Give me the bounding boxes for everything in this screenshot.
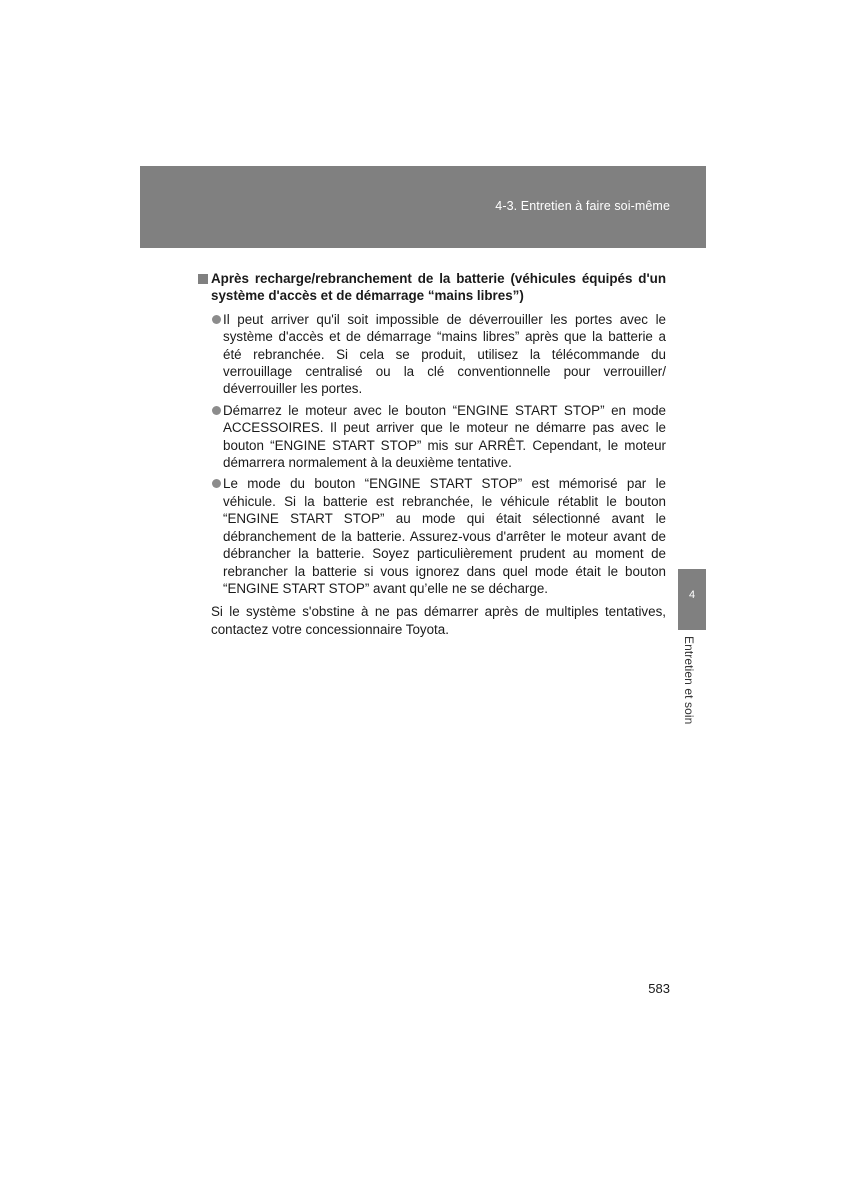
list-item bbox=[197, 475, 666, 597]
list-item-text: Le mode du bouton “ENGINE START STOP” est mémorisé par le véhicule. Si la batterie est rebranchée, le véhicule rétablit le bouton “ENGINE START STOP” au mode qui était sélectionné avant le débranchement de la batterie. Assurez-vous d'arrêter le moteur avant de débrancher la batterie. Soyez particulièrement prudent au moment de rebrancher la batterie si vous ignorez dans quel mode était le bouton “ENGINE START STOP” avant qu’elle ne se décharge. bbox=[223, 476, 666, 596]
list-item-text: Il peut arriver qu'il soit impossible de déverrouiller les portes avec le système d'accès et de démarrage “mains libres” après que la batterie a été rebranchée. Si cela se produit, utilisez la télécommande du verrouillage centralisé ou la clé conventionnelle pour verrouiller/ déverrouiller les portes. bbox=[223, 311, 666, 397]
bullet-circle-icon bbox=[212, 315, 221, 324]
section-heading-text: Après recharge/rebranchement de la batterie (véhicules équipés d'un système d'accès et de démarrage “mains libres”) bbox=[211, 271, 666, 304]
chapter-label: Entretien et soin bbox=[682, 636, 696, 725]
bullet-circle-icon bbox=[212, 406, 221, 415]
main-content bbox=[197, 270, 666, 638]
list-item bbox=[197, 311, 666, 398]
section-heading bbox=[197, 270, 666, 305]
gray-square-icon bbox=[198, 274, 208, 284]
section-title: 4-3. Entretien à faire soi-même bbox=[495, 199, 670, 213]
closing-paragraph: Si le système s'obstine à ne pas démarrer après de multiples tentatives, contactez votre concessionnaire Toyota. bbox=[211, 604, 666, 637]
list-item bbox=[197, 402, 666, 472]
list-item-text: Démarrez le moteur avec le bouton “ENGINE START STOP” en mode ACCESSOIRES. Il peut arriver que le moteur ne démarre pas avec le bouton “ENGINE START STOP” mis sur ARRÊT. Cependant, le moteur démarrera normalement à la deuxième tentative. bbox=[223, 402, 666, 471]
bullet-circle-icon bbox=[212, 479, 221, 488]
chapter-number: 4 bbox=[688, 589, 696, 601]
page-number: 583 bbox=[648, 981, 670, 996]
section-header-band bbox=[140, 166, 706, 248]
bullet-list bbox=[197, 311, 666, 598]
chapter-tab bbox=[678, 569, 706, 630]
